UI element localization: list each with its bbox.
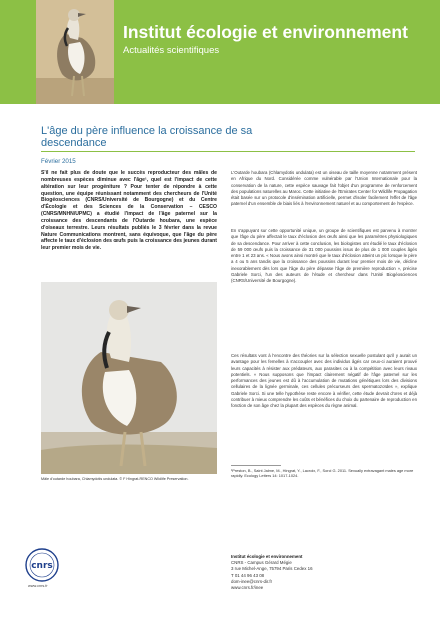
- article-title: L'âge du père influence la croissance de sa descendance: [41, 125, 253, 149]
- section-subtitle: Actualités scientifiques: [123, 45, 220, 56]
- photo-caption: Mâle d'outarde houbara, Chlamydotis undulata. © F Hingrat-RENCO Wildlife Preservation.: [41, 477, 189, 481]
- contact-line: CNRS - Campus Gérard Mégie: [231, 560, 292, 566]
- body-paragraph-1: L'Outarde houbara (Chlamydotis undulata) est un oiseau de taille moyenne notamment présent en Afrique du Nord. Considérée comme vulnérable par l'Union Internationale pour la conservation de la nature, cette espèce sauvage fait l'objet d'un programme de renforcement des populations naturelles au Maroc. Cette initiative de l'Emirates Center for Wildlife Propagation était basée sur un protocole d'insémination artificielle, permet d'isoler facilement l'effet de l'âge paternel d'un ensemble de biais liés à l'environnement naturel et au comportement de l'espèce.: [231, 170, 418, 207]
- footnote: ¹Preston, B., Saint Jalme, M., Hingrat, Y., Lacroix, F., Sorci G. 2011. Sexually extravagant males age more rapidly. Ecology Letters 14: 1017-1024.: [231, 468, 414, 479]
- cnrs-logo-text: cnrs: [31, 561, 53, 571]
- institute-title: Institut écologie et environnement: [123, 22, 408, 42]
- cnrs-logo: [20, 547, 70, 587]
- contact-website[interactable]: www.cnrs.fr/inee: [231, 585, 264, 591]
- contact-org: Institut écologie et environnement: [231, 554, 303, 559]
- article-date: Février 2015: [41, 158, 76, 165]
- body-paragraph-3: Ces résultats vont à l'encontre des théories sur la sélection sexuelle postulant qu'il y aurait un avantage pour les femelles à s'accoupler avec des individus âgés car ceux-ci auraient prouvé leurs capacités à résister aux prédateurs, aux parasites ou à la compétition avec leurs rivaux potentiels. « Nous supposons que l'impact clairement négatif de l'âge paternel sur les performances des jeunes est dû à l'accumulation de mutations génétiques lors des divisions cellulaires de la lignée germinale, ces cellules précurseurs des spermatozoïdes », explique Gabriele Sorci. Si une telle hypothèse reste encore à vérifier, cette étude devrait d'ores et déjà contribuer à mieux comprendre les coûts et bénéfices du choix du partenaire de reproduction en fonction de son âge chez la plupart des espèces du règne animal.: [231, 353, 417, 408]
- houbara-photo: [41, 282, 217, 474]
- footnote-divider: [231, 465, 281, 466]
- cnrs-website[interactable]: www.cnrs.fr: [28, 584, 48, 588]
- header-banner: [0, 0, 440, 104]
- contact-line: 3 rue Michel-Ange, 75794 Paris Cedex 16: [231, 566, 313, 572]
- bird-thumbnail-image: [36, 0, 114, 104]
- contact-email[interactable]: dom-inee@cnrs-dir.fr: [231, 578, 273, 584]
- lead-paragraph: S'il ne fait plus de doute que le succès reproducteur des mâles de nombreuses espèces diminue avec l'âge¹, quel est l'impact de cette altération sur leur progéniture ? Pour tenter de répondre à cette question, une équipe réunissant notamment des chercheurs de l'Unité Biogéosciences (CNRS/Université de Bourgogne) et du Centre d'Écologie et des Sciences de la Conservation – CESCO (CNRS/MNHN/UPMC) a étudié l'impact de l'âge paternel sur la croissance des descendants de l'Outarde houbara, une espèce d'oiseaux terrestre. Leurs résultats publiés le 3 février dans la revue Nature Communications montrent, sans équivoque, que l'âge du père affecte le taux d'éclosion des œufs puis la croissance des jeunes durant leur premier mois de vie.: [41, 170, 217, 252]
- contact-block: [231, 554, 313, 591]
- title-divider: [41, 151, 415, 152]
- contact-phone: T 01 44 96 43 08: [231, 572, 265, 578]
- body-paragraph-2: En s'appuyant sur cette opportunité unique, un groupe de scientifiques est parvenu à montrer que l'âge du père affectait le taux d'éclosion des œufs ainsi que les paramètres physiologiques de sa descendance. Pour arriver à cette conclusion, les biologistes ont étudié le taux d'éclosion de 59 000 œufs puis la croissance de 31 000 poussins issus de plus de 1 000 couples âgés entre 1 et 23 ans. « Nous avons ainsi montré que le taux d'éclosion atteint un pic lorsque le père a 4 ou 5 ans tandis que la croissance des poussins durant leur premier mois de vie, décline inexorablement dès lors que l'âge du père dépasse l'âge de première reproduction », précise Gabriele Sorci, l'un des auteurs de l'étude et chercheur dans l'Unité Biogéosciences (CNRS/Université de Bourgogne).: [231, 228, 417, 283]
